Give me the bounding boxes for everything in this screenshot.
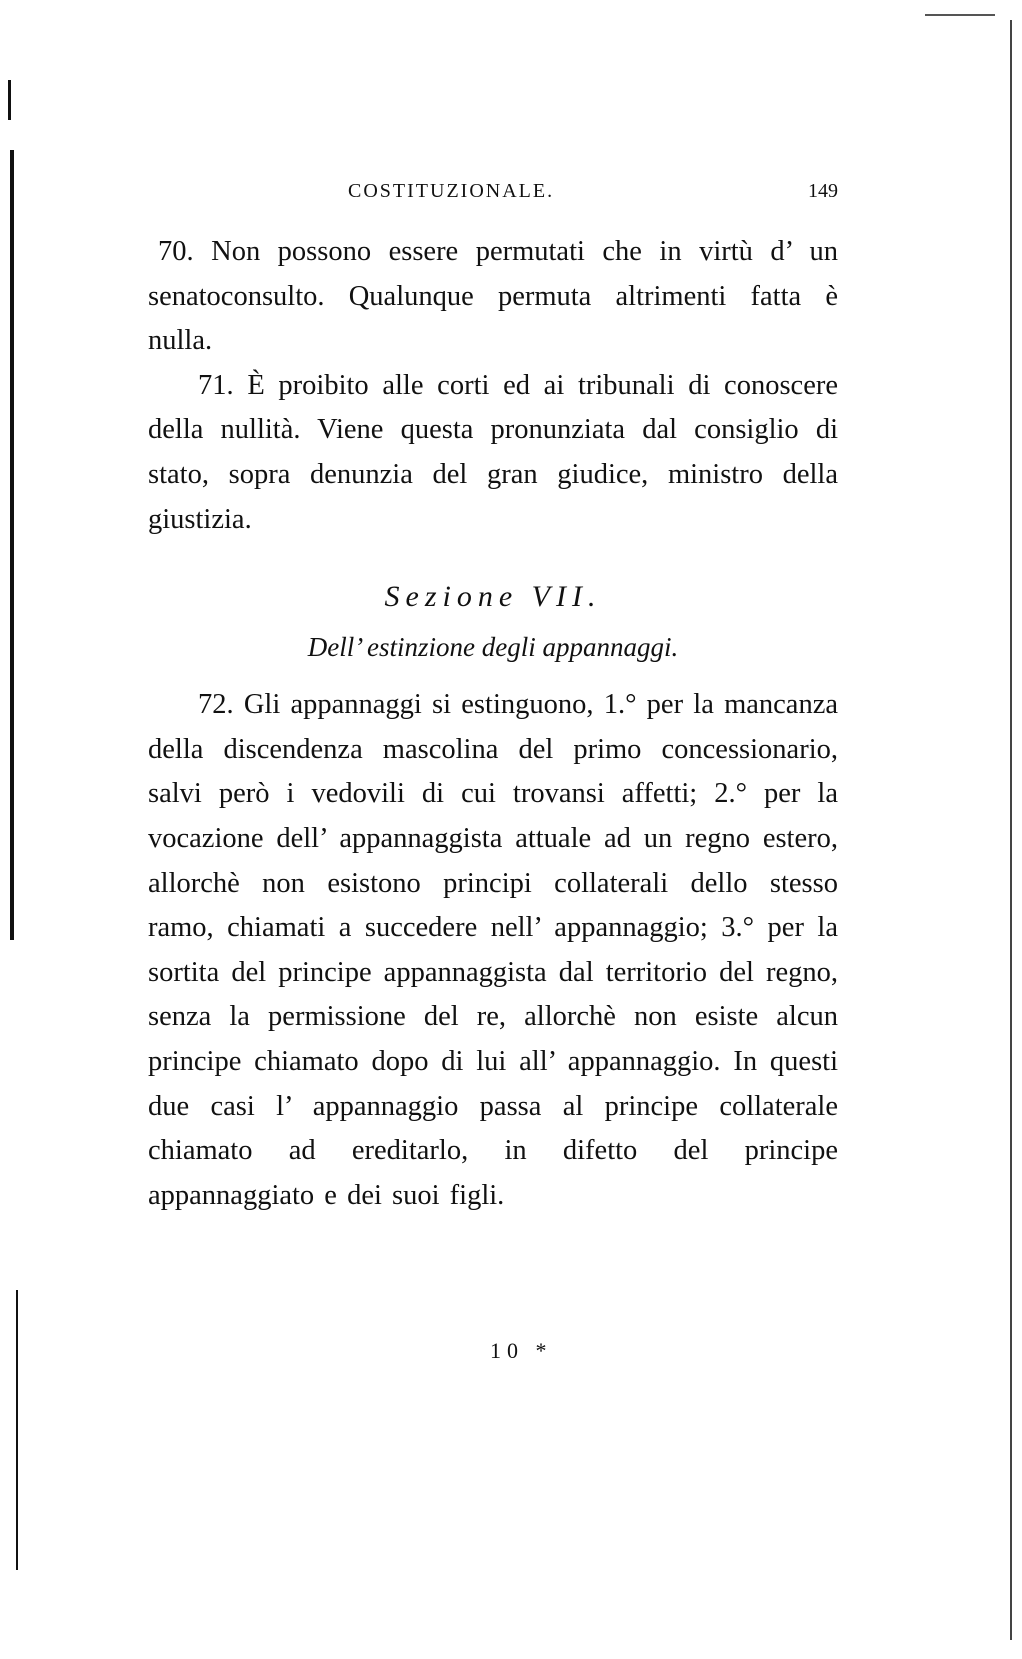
- book-page: [148, 170, 838, 1218]
- running-head: [148, 170, 838, 210]
- section-heading: Sezione VII.: [384, 580, 602, 614]
- page-number: 149: [808, 180, 838, 202]
- scan-edge-left-mid: [10, 150, 14, 940]
- scan-edge-top-right: [925, 14, 995, 16]
- scan-edge-right: [1010, 20, 1012, 1640]
- scan-edge-left-top: [8, 80, 11, 120]
- paragraph-71: 71. È proibito alle corti ed ai tribunali di conoscere della nullità. Viene questa pronunziata dal consiglio di stato, sopra denunzia del gran giudice, ministro della giustizia.: [148, 369, 838, 535]
- running-title: COSTITUZIONALE.: [348, 180, 555, 202]
- scan-edge-left-bottom: [16, 1290, 18, 1570]
- paragraph-72: 72. Gli appannaggi si estinguono, 1.° per la mancanza della discendenza mascolina del primo concessionario, salvi però i vedovili di cui trovansi affetti; 2.° per la vocazione dell’ appannaggista attuale ad un regno estero, allorchè non esistono principi collaterali dello stesso ramo, chiamati a succedere nell’ appannaggio; 3.° per la sortita del principe appannaggista dal territorio del regno, senza la permissione del re, allorchè non esiste alcun principe chiamato dopo di lui all’ appannaggio. In questi due casi l’ appannaggio passa al principe collaterale chiamato ad ereditarlo, in difetto del principe appannaggiato e dei suoi figli.: [148, 689, 838, 1211]
- signature-mark: 10 *: [490, 1338, 553, 1363]
- section-subtitle: Dell’ estinzione degli appannaggi.: [307, 632, 679, 663]
- paragraph-70: 70. Non possono essere permutati che in virtù d’ un senatoconsulto. Qualunque permuta altrimenti fatta è nulla.: [148, 236, 838, 357]
